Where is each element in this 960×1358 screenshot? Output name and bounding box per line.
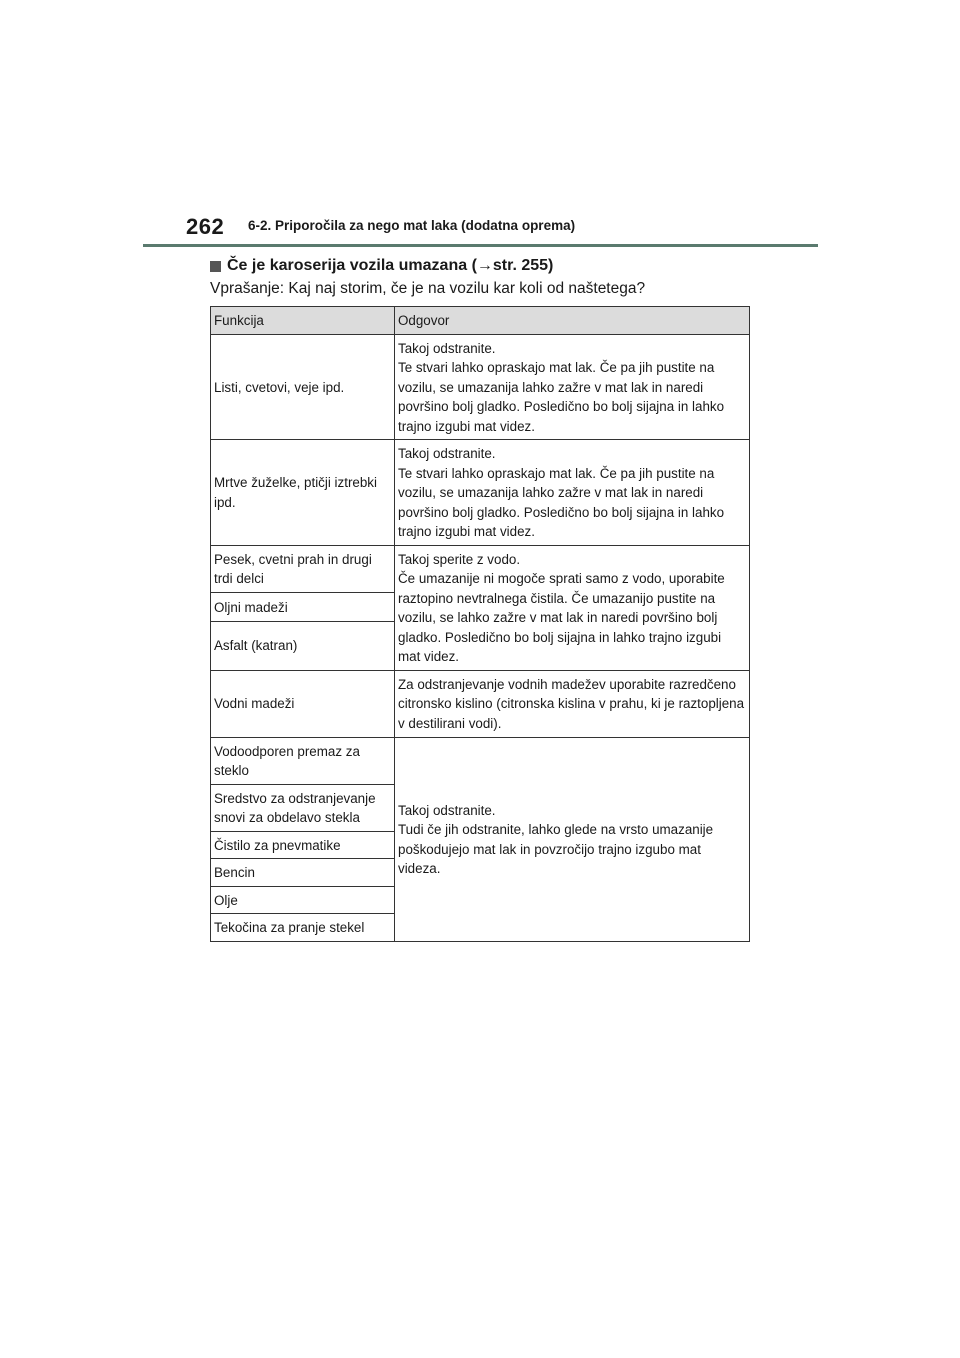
funkcija-cell: Pesek, cvetni prah in drugi trdi delci [211, 545, 395, 593]
page-number: 262 [186, 214, 225, 239]
column-header-odgovor: Odgovor [395, 307, 750, 335]
odgovor-cell: Takoj sperite z vodo. Če umazanije ni mogoče sprati samo z vodo, uporabite raztopino nevtralnega čistila. Če umazanijo pustite na vozilu, se lahko zažre v mat lak in naredi površino bolj gladko. Posledično bo bolj sijajna in lahko trajno izgubi mat videz. [395, 545, 750, 670]
funkcija-cell: Čistilo za pnevmatike [211, 831, 395, 859]
table-row [211, 670, 750, 737]
funkcija-cell: Tekočina za pranje stekel [211, 914, 395, 942]
table-row [211, 545, 750, 593]
odgovor-cell: Za odstranjevanje vodnih madežev uporabite razredčeno citronsko kislino (citronska kislina v prahu, ki je raztopljena v destilirani vodi). [395, 670, 750, 737]
header-divider [143, 244, 818, 247]
section-title: 6-2. Priporočila za nego mat laka (dodatna oprema) [248, 218, 576, 233]
odgovor-cell: Takoj odstranite. Te stvari lahko opraskajo mat lak. Če pa jih pustite na vozilu, se umazanija lahko zažre v mat lak in naredi površino bolj gladko. Posledično bo bolj sijajna in lahko trajno izgubi mat videz. [395, 334, 750, 440]
funkcija-cell: Vodni madeži [211, 670, 395, 737]
bullet-square-icon [210, 261, 221, 272]
table-row [211, 737, 750, 784]
funkcija-cell: Oljni madeži [211, 593, 395, 621]
table-row [211, 334, 750, 440]
funkcija-cell: Sredstvo za odstranjevanje snovi za obdelavo stekla [211, 784, 395, 831]
odgovor-cell: Takoj odstranite. Tudi če jih odstranite, lahko glede na vrsto umazanije poškodujejo mat lak in povzročijo trajno izgubo mat videza. [395, 737, 750, 941]
funkcija-cell: Mrtve žuželke, ptičji iztrebki ipd. [211, 440, 395, 546]
heading-text: Če je karoserija vozila umazana (→str. 255) [227, 257, 554, 274]
funkcija-cell: Bencin [211, 859, 395, 887]
funkcija-cell: Asfalt (katran) [211, 621, 395, 670]
table-row [211, 440, 750, 546]
odgovor-cell: Takoj odstranite. Te stvari lahko opraskajo mat lak. Če pa jih pustite na vozilu, se umazanija lahko zažre v mat lak in naredi površino bolj gladko. Posledično bo bolj sijajna in lahko trajno izgubi mat videz. [395, 440, 750, 546]
section-heading [210, 257, 553, 275]
table-header-row [211, 307, 750, 335]
funkcija-cell: Vodoodporen premaz za steklo [211, 737, 395, 784]
column-header-funkcija: Funkcija [211, 307, 395, 335]
care-table [210, 306, 750, 942]
funkcija-cell: Olje [211, 886, 395, 914]
funkcija-cell: Listi, cvetovi, veje ipd. [211, 334, 395, 440]
question-text: Vprašanje: Kaj naj storim, če je na vozilu kar koli od naštetega? [210, 280, 646, 297]
